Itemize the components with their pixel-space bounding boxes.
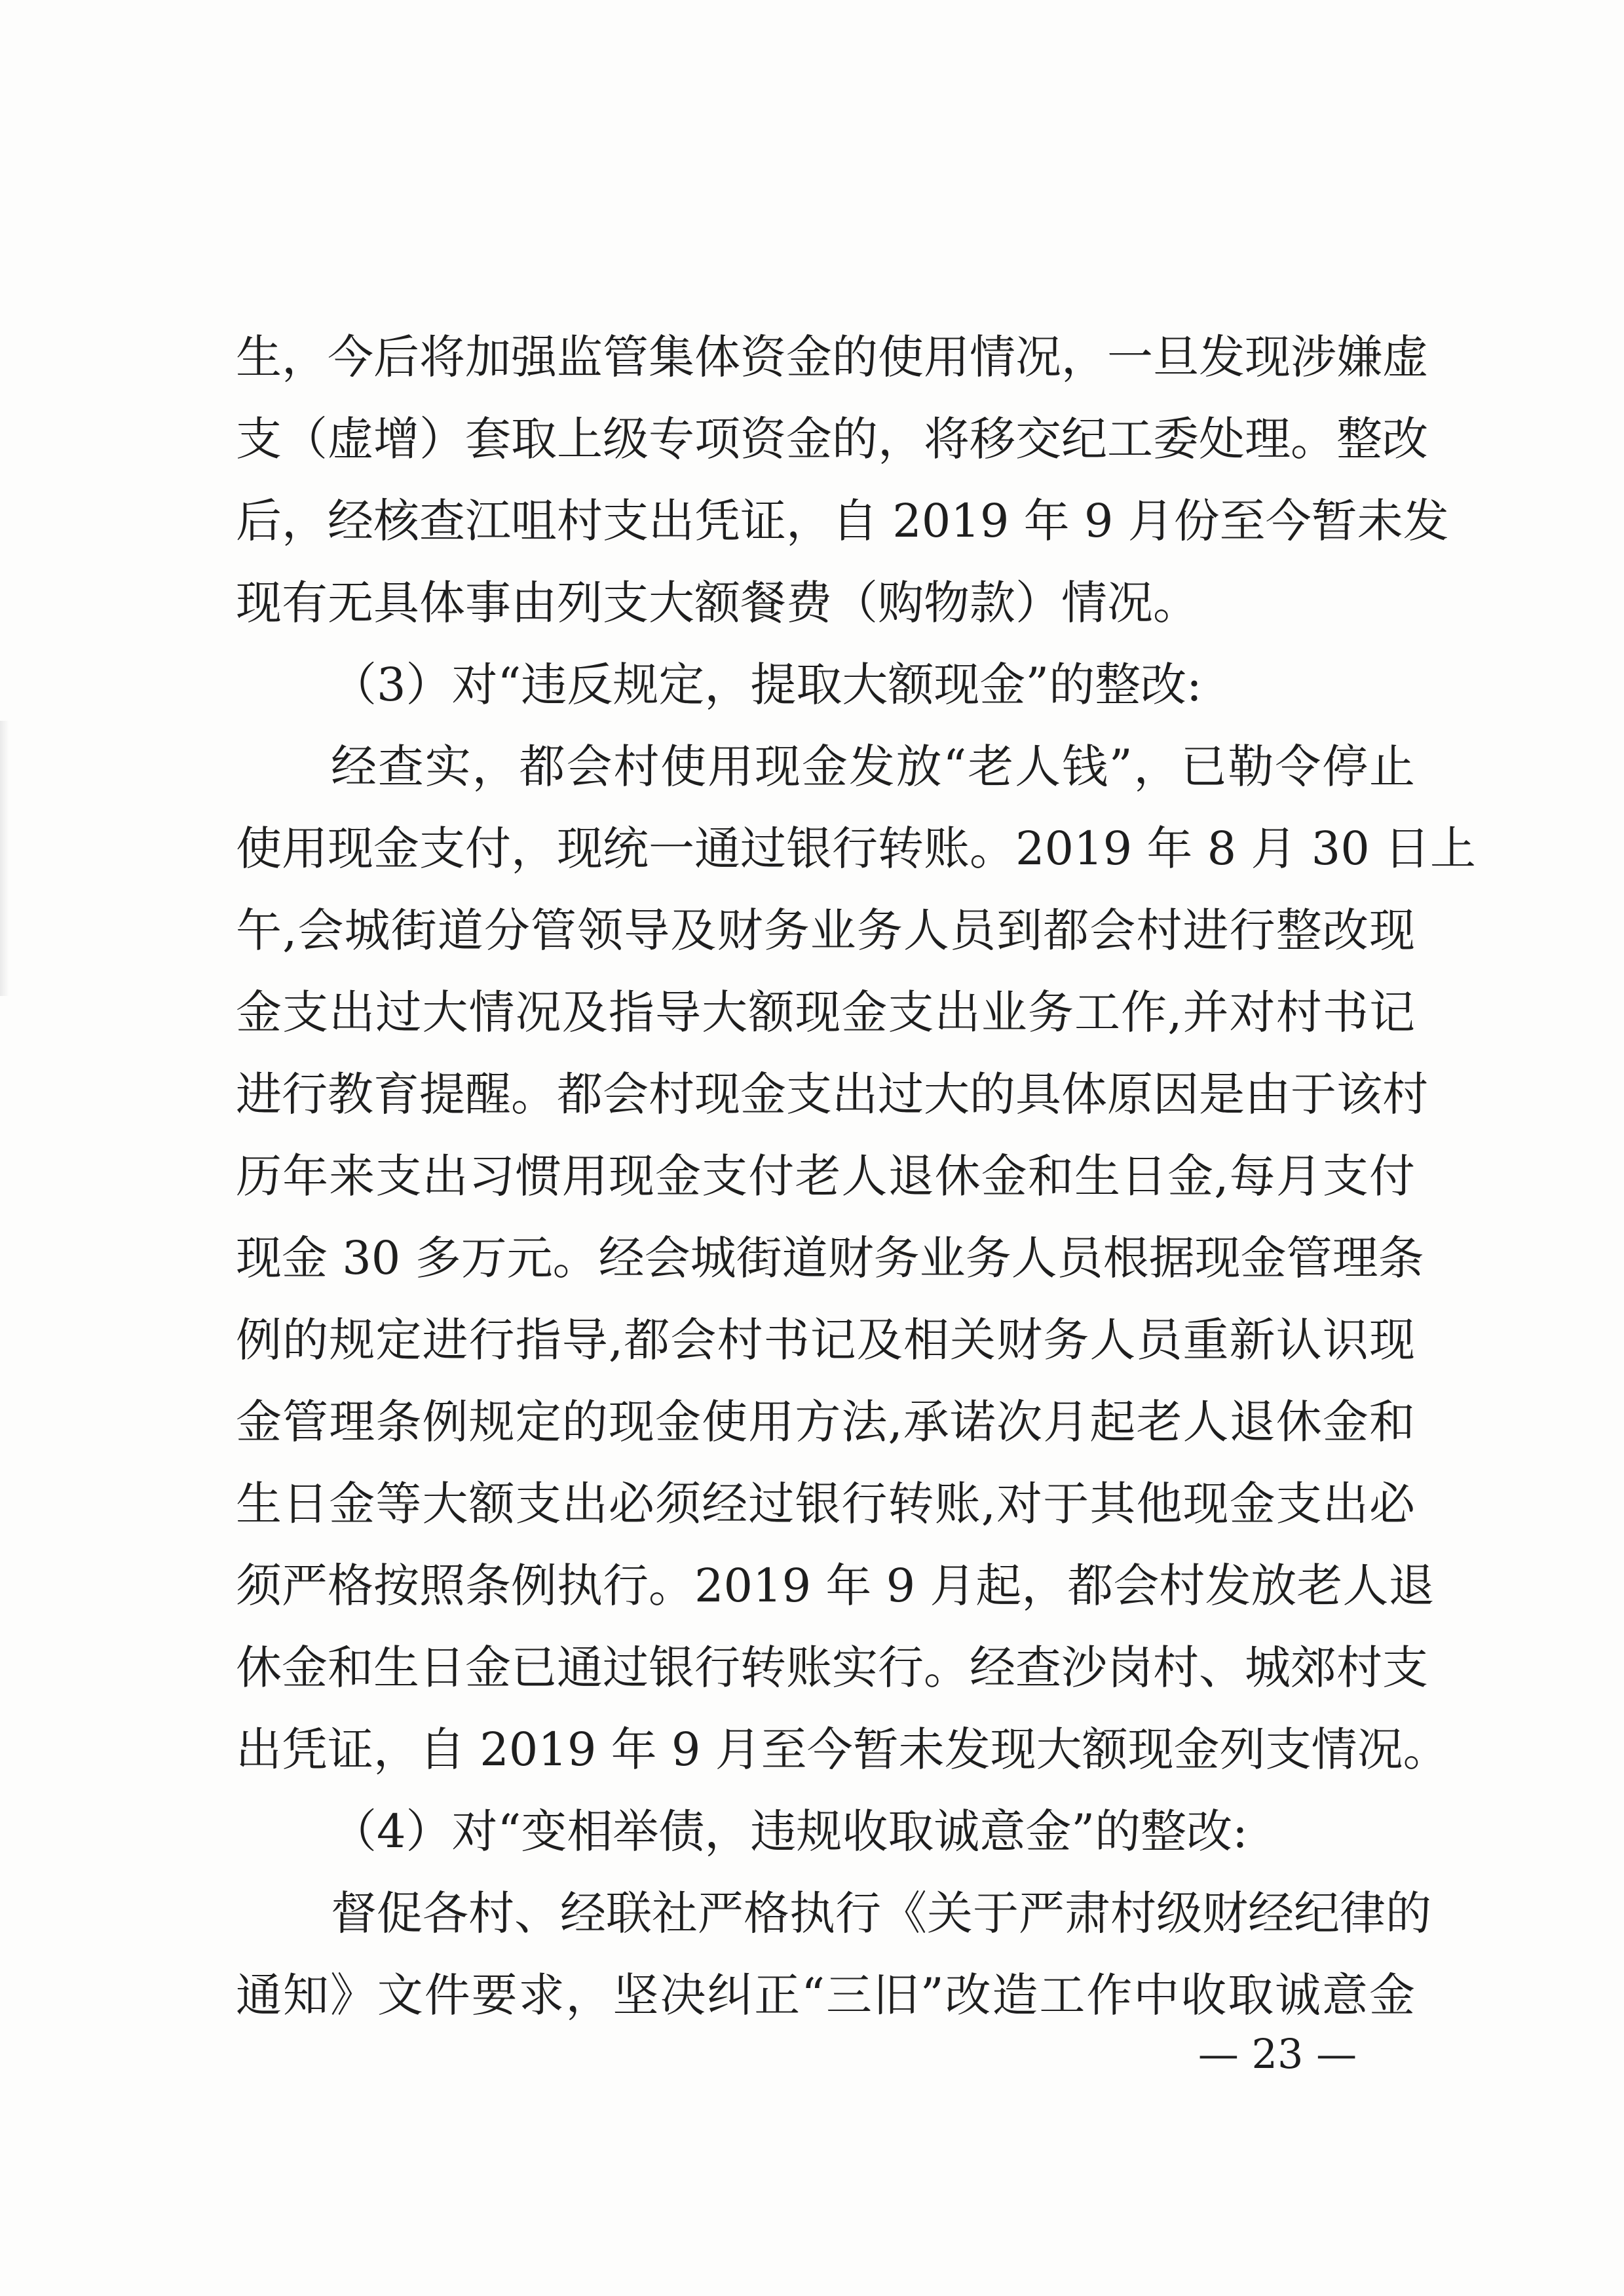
text-line: 通知》文件要求，坚决纠正“三旧”改造工作中收取诚意金 [236, 1968, 1415, 2022]
text-line: 午,会城街道分管领导及财务业务人员到都会村进行整改现 [236, 904, 1415, 957]
text-line: 经查实，都会村使用现金发放“老人钱”，已勒令停止 [331, 740, 1415, 794]
text-line: 生，今后将加强监管集体资金的使用情况，一旦发现涉嫌虚 [236, 330, 1428, 384]
text-line: 金支出过大情况及指导大额现金支出业务工作,并对村书记 [236, 985, 1415, 1039]
text-line: 金管理条例规定的现金使用方法,承诺次月起老人退休金和 [236, 1395, 1415, 1449]
text-line: 支（虚增）套取上级专项资金的，将移交纪工委处理。整改 [236, 412, 1428, 466]
scan-edge-shadow [0, 721, 9, 996]
text-line: 现金 30 多万元。经会城街道财务业务人员根据现金管理条 [236, 1231, 1424, 1285]
text-line: 后，经核查江咀村支出凭证，自 2019 年 9 月份至今暂未发 [236, 494, 1449, 548]
text-line: 生日金等大额支出必须经过银行转账,对于其他现金支出必 [236, 1477, 1415, 1531]
text-line: 出凭证，自 2019 年 9 月至今暂未发现大额现金列支情况。 [236, 1723, 1449, 1776]
text-line: 须严格按照条例执行。2019 年 9 月起，都会村发放老人退 [236, 1559, 1435, 1613]
text-line: 历年来支出习惯用现金支付老人退休金和生日金,每月支付 [236, 1149, 1415, 1203]
page-number: — 23 — [1198, 2030, 1357, 2078]
text-line: 进行教育提醒。都会村现金支出过大的具体原因是由于该村 [236, 1067, 1428, 1121]
section-heading: （4）对“变相举债，违规收取诚意金”的整改: [331, 1805, 1248, 1858]
text-line: 现有无具体事由列支大额餐费（购物款）情况。 [236, 576, 1199, 630]
text-line: 例的规定进行指导,都会村书记及相关财务人员重新认识现 [236, 1313, 1415, 1367]
section-heading: （3）对“违反规定，提取大额现金”的整改: [331, 658, 1202, 712]
text-line: 督促各村、经联社严格执行《关于严肃村级财经纪律的 [331, 1886, 1431, 1940]
text-line: 休金和生日金已通过银行转账实行。经查沙岗村、城郊村支 [236, 1641, 1428, 1694]
text-line: 使用现金支付，现统一通过银行转账。2019 年 8 月 30 日上 [236, 822, 1477, 875]
